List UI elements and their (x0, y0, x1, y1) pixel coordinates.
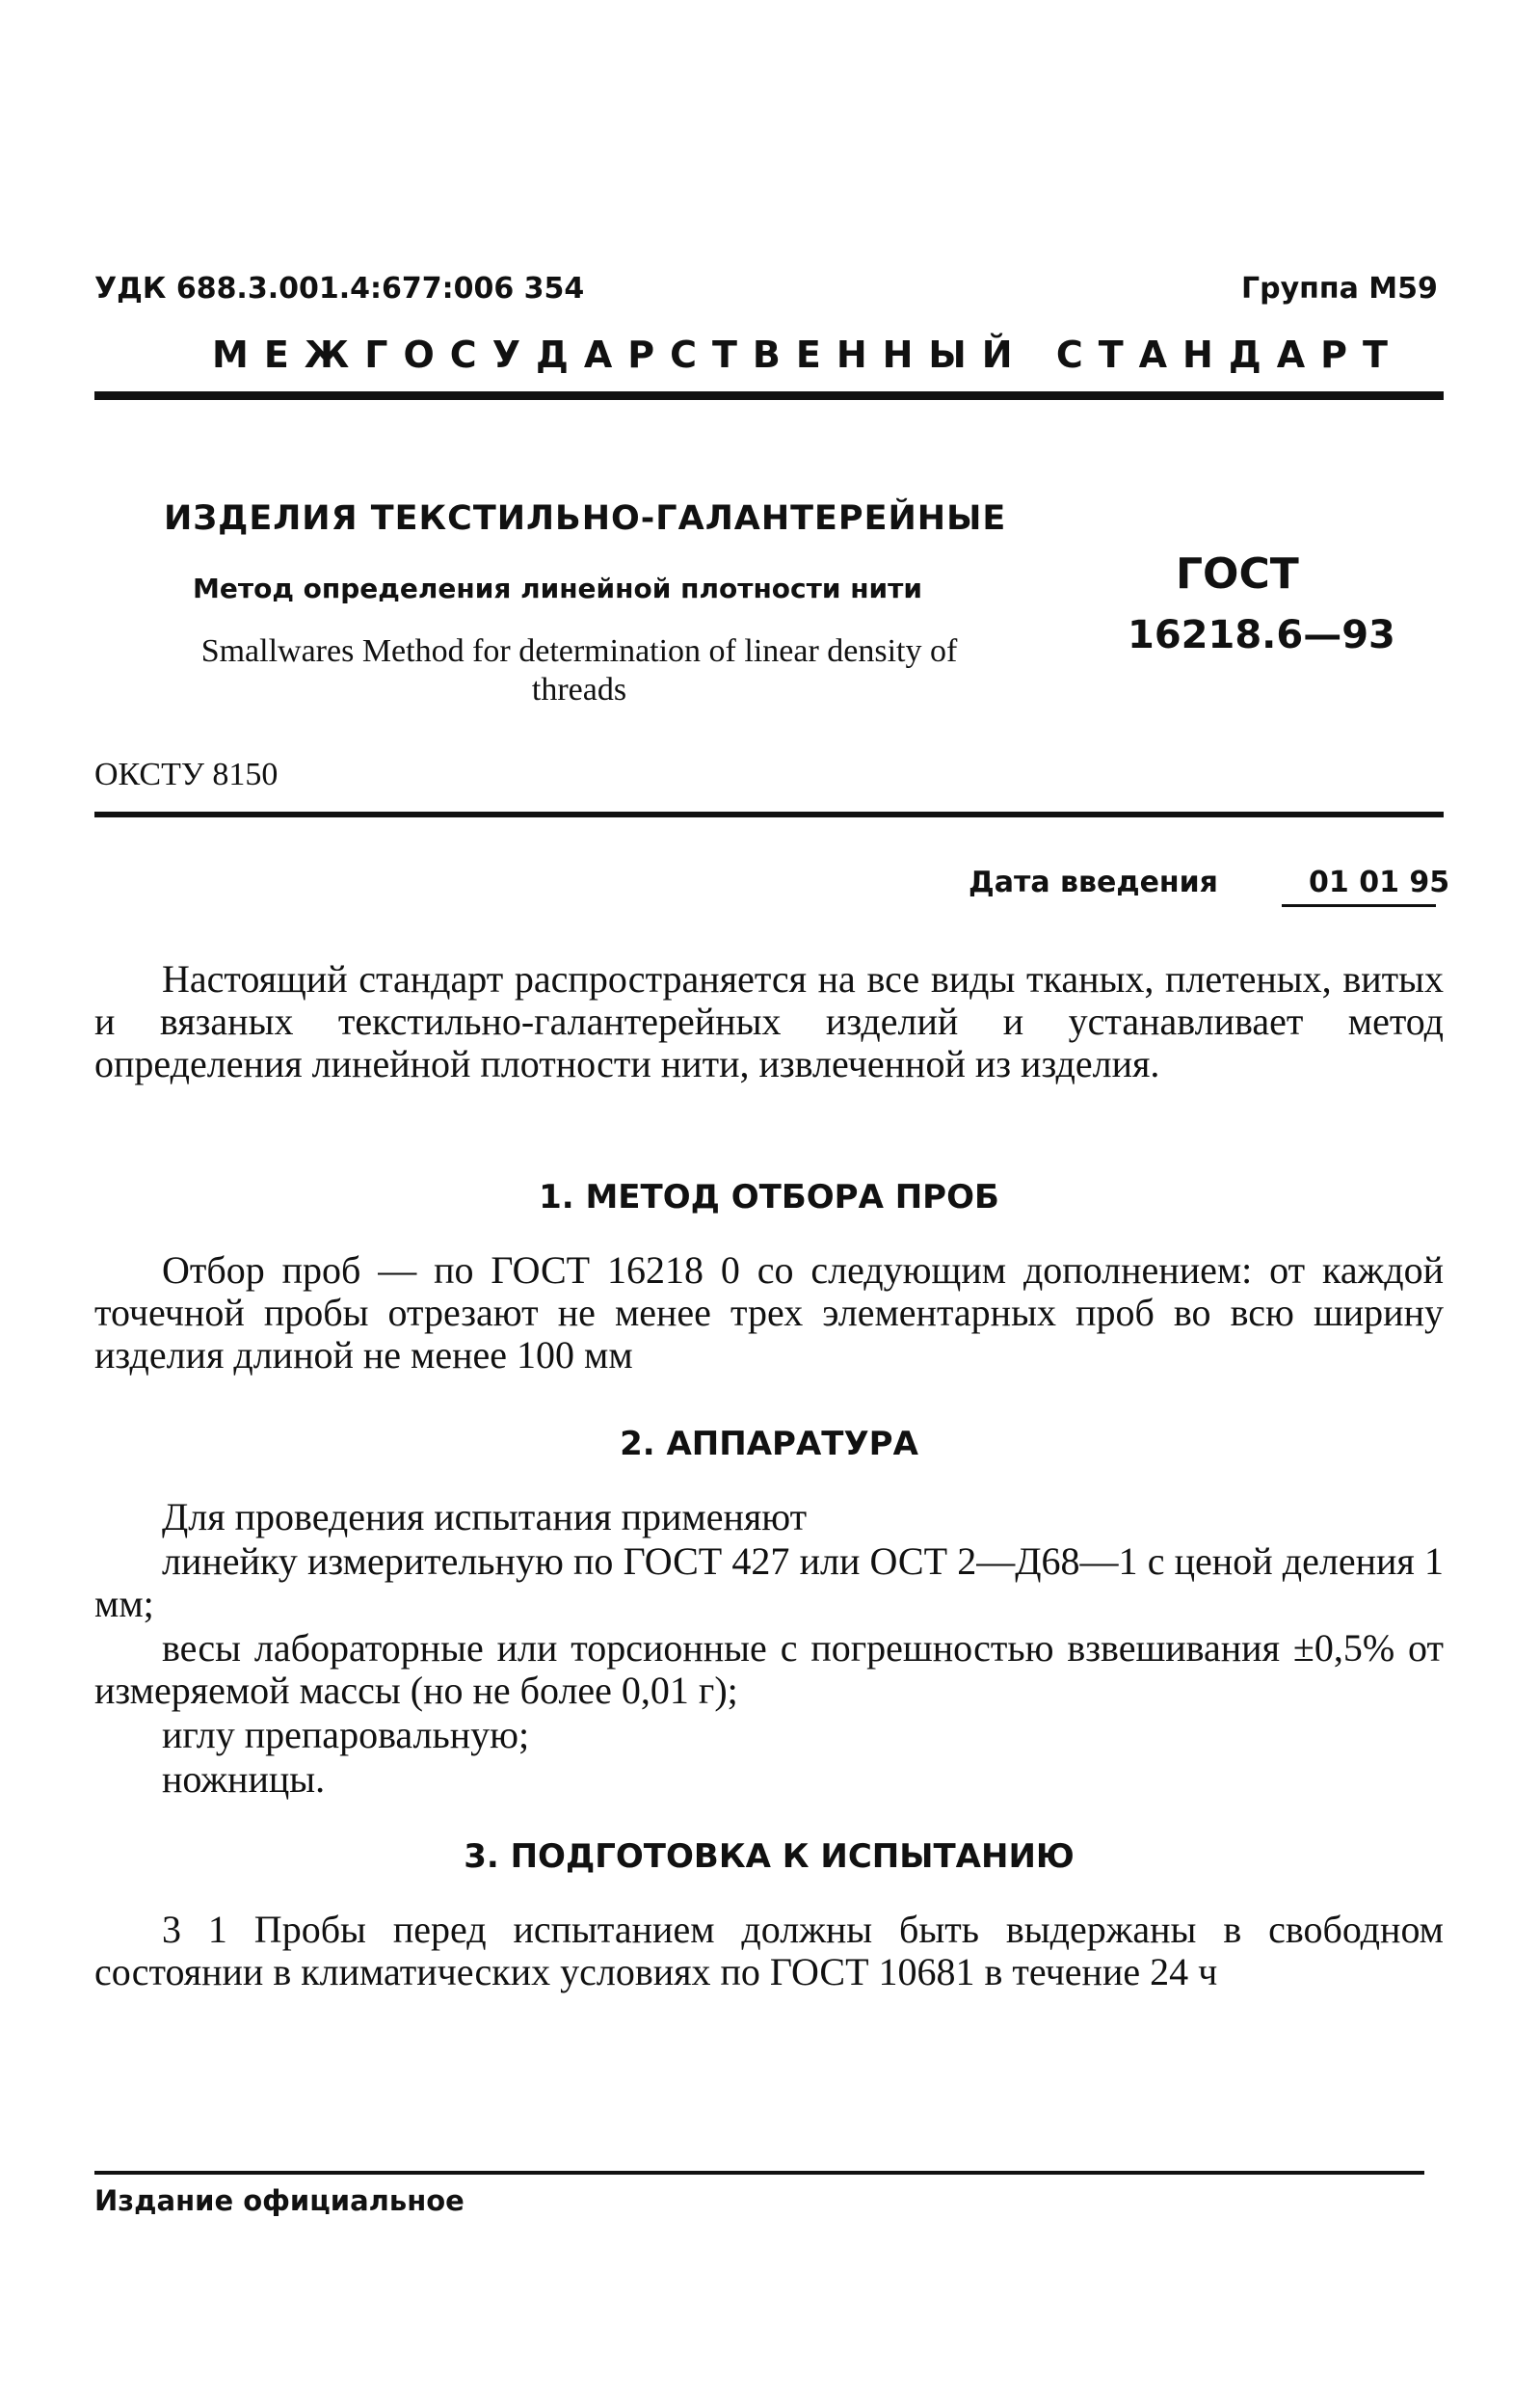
section-text-sampling: Отбор проб — по ГОСТ 16218 0 со следующим дополнением: от каждой точечной пробы отрезают не менее трех элементарных проб во всю ширину изделия длиной не менее 100 мм (94, 1248, 1444, 1377)
section-heading-apparatus: 2. АППАРАТУРА (620, 1425, 918, 1463)
okstu-code: ОКСТУ 8150 (94, 757, 279, 792)
footer-rule (94, 2171, 1424, 2175)
section-heading-sampling: 1. МЕТОД ОТБОРА ПРОБ (539, 1178, 999, 1216)
apparatus-item: весы лабораторные или торсионные с погрешностью взвешивания ±0,5% от измеряемой массы (но не более 0,01 г); (94, 1626, 1444, 1712)
middle-rule (94, 812, 1444, 817)
intro-paragraph: Настоящий стандарт распространяется на все виды тканых, плетеных, витых и вязаных текстильно-галантерейных изделий и устанавливает метод определения линейной плотности нити, извлеченной из изделия. (94, 957, 1444, 1085)
interstate-standard-heading: МЕЖГОСУДАРСТВЕННЫЙ СТАНДАРТ (212, 334, 1403, 376)
official-edition-label: Издание официальное (94, 2184, 465, 2217)
group-code: Группа М59 (1241, 272, 1438, 306)
apparatus-lead: Для проведения испытания применяют (162, 1495, 808, 1538)
top-rule (94, 391, 1444, 400)
introduction-date-label: Дата введения (969, 866, 1218, 899)
introduction-date-value: 01 01 95 (1309, 866, 1450, 899)
english-title: Smallwares Method for determination of linear density of threads (200, 633, 958, 708)
document-subtitle: Метод определения линейной плотности нити (193, 573, 923, 604)
apparatus-item: иглу препаровальную; (162, 1713, 530, 1756)
section-heading-preparation: 3. ПОДГОТОВКА К ИСПЫТАНИЮ (464, 1837, 1075, 1876)
udk-code: УДК 688.3.001.4:677:006 354 (94, 272, 585, 306)
gost-label: ГОСТ (1176, 549, 1299, 599)
document-title: ИЗДЕЛИЯ ТЕКСТИЛЬНО-ГАЛАНТЕРЕЙНЫЕ (164, 499, 1007, 538)
date-underline (1282, 904, 1436, 907)
gost-number: 16218.6—93 (1128, 613, 1395, 657)
apparatus-item: ножницы. (162, 1757, 326, 1801)
section-text-preparation: 3 1 Пробы перед испытанием должны быть выдержаны в свободном состоянии в климатических условиях по ГОСТ 10681 в течение 24 ч (94, 1908, 1444, 1993)
apparatus-item: линейку измерительную по ГОСТ 427 или ОСТ 2—Д68—1 с ценой деления 1 мм; (94, 1539, 1444, 1625)
